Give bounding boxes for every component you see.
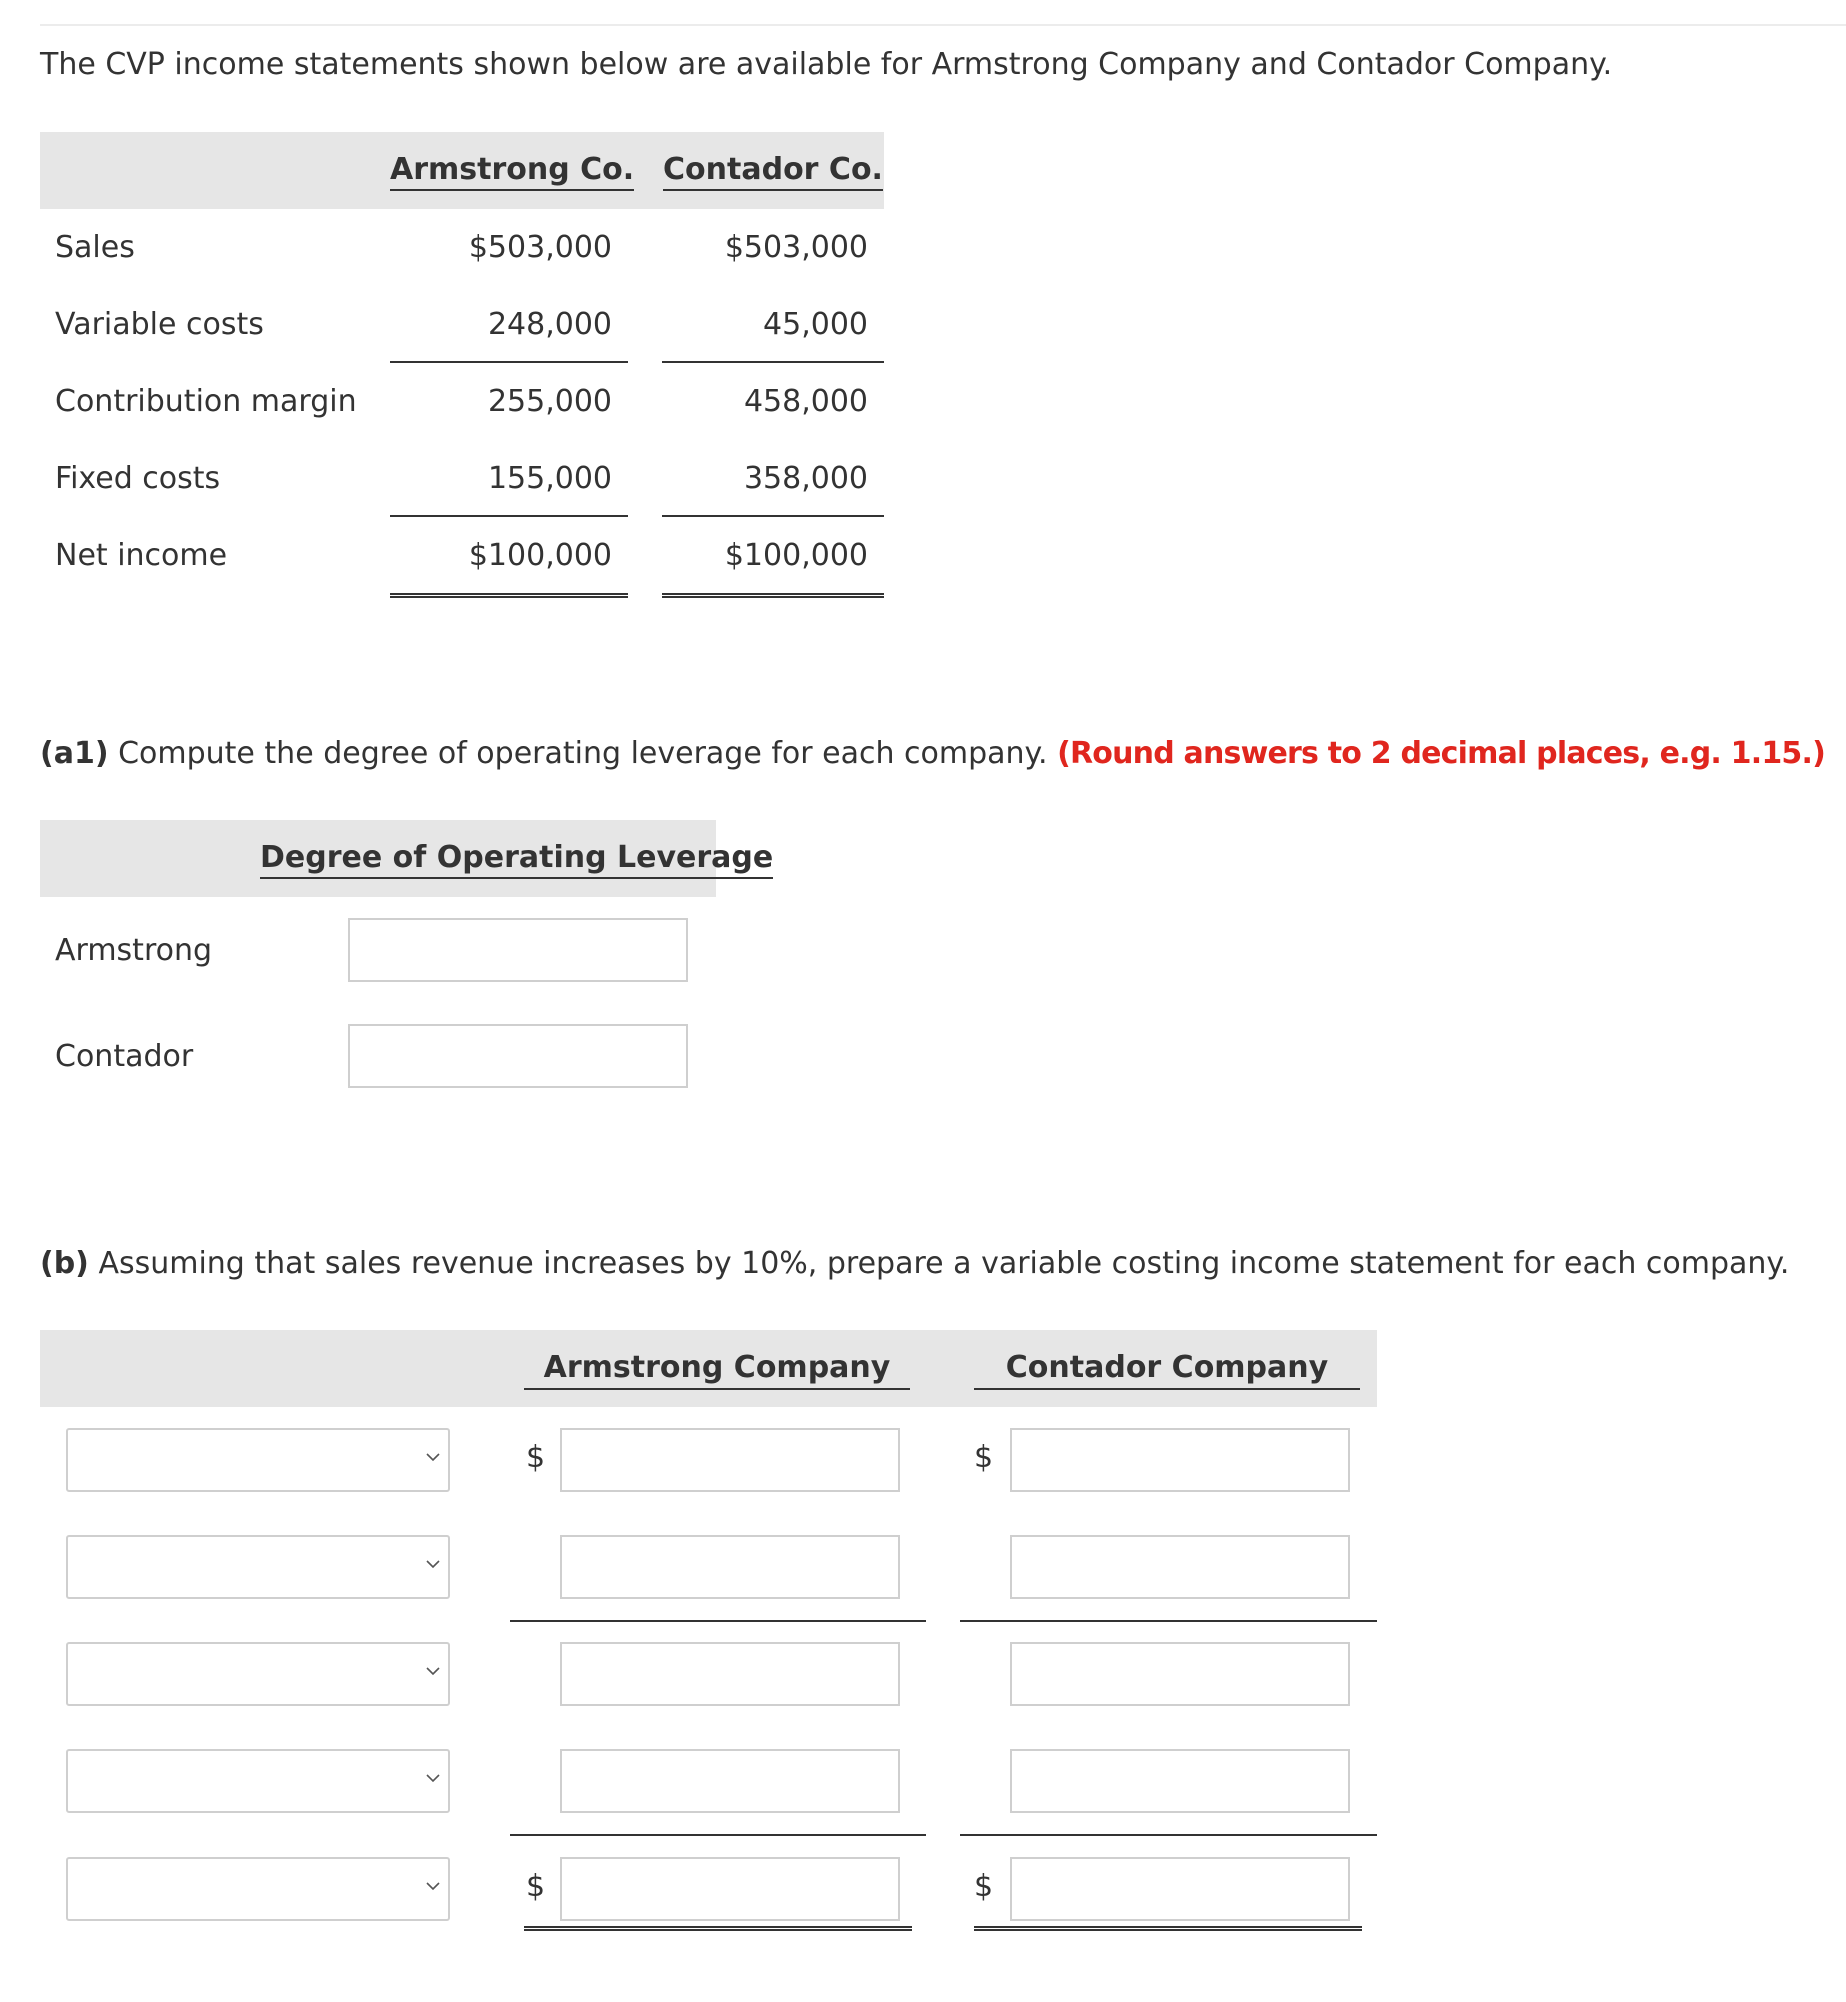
contador-amount-input[interactable] bbox=[1010, 1749, 1350, 1813]
rounding-hint: (Round answers to 2 decimal places, e.g. 1.15.) bbox=[1057, 736, 1825, 771]
dol-label-contador: Contador bbox=[55, 1039, 194, 1074]
line-item-select[interactable] bbox=[66, 1535, 450, 1599]
armstrong-amount-input[interactable] bbox=[560, 1642, 900, 1706]
cvp-row-label: Sales bbox=[55, 230, 135, 265]
subtotal-rule bbox=[662, 515, 884, 517]
total-double-rule bbox=[974, 1926, 1362, 1931]
chevron-down-icon bbox=[426, 1666, 440, 1676]
armstrong-amount-input[interactable] bbox=[560, 1428, 900, 1492]
cvp-armstrong-value: 155,000 bbox=[487, 461, 612, 496]
line-item-select[interactable] bbox=[66, 1642, 450, 1706]
dol-input-contador[interactable] bbox=[348, 1024, 688, 1088]
subtotal-rule bbox=[510, 1834, 926, 1836]
currency-symbol: $ bbox=[974, 1440, 994, 1475]
question-text: Assuming that sales revenue increases by 10%, prepare a variable costing income statement for each company. bbox=[88, 1246, 1790, 1281]
armstrong-amount-input[interactable] bbox=[560, 1535, 900, 1599]
armstrong-amount-input[interactable] bbox=[560, 1857, 900, 1921]
currency-symbol: $ bbox=[526, 1440, 546, 1475]
cvp-header-contador: Contador Co. bbox=[662, 152, 884, 188]
subtotal-rule bbox=[390, 515, 628, 517]
cvp-armstrong-value: $503,000 bbox=[468, 230, 612, 265]
cvp-header-armstrong: Armstrong Co. bbox=[390, 152, 616, 188]
line-item-select[interactable] bbox=[66, 1749, 450, 1813]
currency-symbol: $ bbox=[526, 1869, 546, 1904]
chevron-down-icon bbox=[426, 1452, 440, 1462]
line-item-select[interactable] bbox=[66, 1428, 450, 1492]
currency-symbol: $ bbox=[974, 1869, 994, 1904]
line-item-select[interactable] bbox=[66, 1857, 450, 1921]
subtotal-rule bbox=[960, 1834, 1377, 1836]
total-double-rule bbox=[390, 593, 628, 598]
total-double-rule bbox=[524, 1926, 912, 1931]
question-a1 bbox=[40, 736, 1825, 772]
question-b bbox=[40, 1246, 1789, 1282]
chevron-down-icon bbox=[426, 1881, 440, 1891]
armstrong-amount-input[interactable] bbox=[560, 1749, 900, 1813]
statement-header-armstrong: Armstrong Company bbox=[524, 1350, 910, 1390]
subtotal-rule bbox=[510, 1620, 926, 1622]
chevron-down-icon bbox=[426, 1773, 440, 1783]
question-tag: (b) bbox=[40, 1246, 89, 1281]
dol-label-armstrong: Armstrong bbox=[55, 933, 213, 968]
cvp-contador-value: 358,000 bbox=[743, 461, 868, 496]
cvp-contador-value: 45,000 bbox=[763, 307, 868, 342]
cvp-contador-value: 458,000 bbox=[743, 384, 868, 419]
cvp-armstrong-value: 255,000 bbox=[487, 384, 612, 419]
total-double-rule bbox=[662, 593, 884, 598]
subtotal-rule bbox=[390, 361, 628, 363]
cvp-armstrong-value: $100,000 bbox=[468, 538, 612, 573]
contador-amount-input[interactable] bbox=[1010, 1642, 1350, 1706]
question-text: Compute the degree of operating leverage for each company. bbox=[108, 736, 1058, 771]
dol-input-armstrong[interactable] bbox=[348, 918, 688, 982]
intro-text: The CVP income statements shown below are available for Armstrong Company and Contador Company. bbox=[40, 47, 1613, 82]
question-tag: (a1) bbox=[40, 736, 109, 771]
cvp-contador-value: $100,000 bbox=[724, 538, 868, 573]
cvp-contador-value: $503,000 bbox=[724, 230, 868, 265]
subtotal-rule bbox=[960, 1620, 1377, 1622]
cvp-row-label: Net income bbox=[55, 538, 228, 573]
contador-amount-input[interactable] bbox=[1010, 1535, 1350, 1599]
contador-amount-input[interactable] bbox=[1010, 1428, 1350, 1492]
cvp-row-label: Contribution margin bbox=[55, 384, 357, 419]
subtotal-rule bbox=[662, 361, 884, 363]
top-divider bbox=[40, 24, 1846, 26]
cvp-row-label: Fixed costs bbox=[55, 461, 221, 496]
cvp-armstrong-value: 248,000 bbox=[487, 307, 612, 342]
contador-amount-input[interactable] bbox=[1010, 1857, 1350, 1921]
chevron-down-icon bbox=[426, 1559, 440, 1569]
cvp-row-label: Variable costs bbox=[55, 307, 264, 342]
statement-header-contador: Contador Company bbox=[974, 1350, 1360, 1390]
dol-header: Degree of Operating Leverage bbox=[260, 840, 700, 876]
